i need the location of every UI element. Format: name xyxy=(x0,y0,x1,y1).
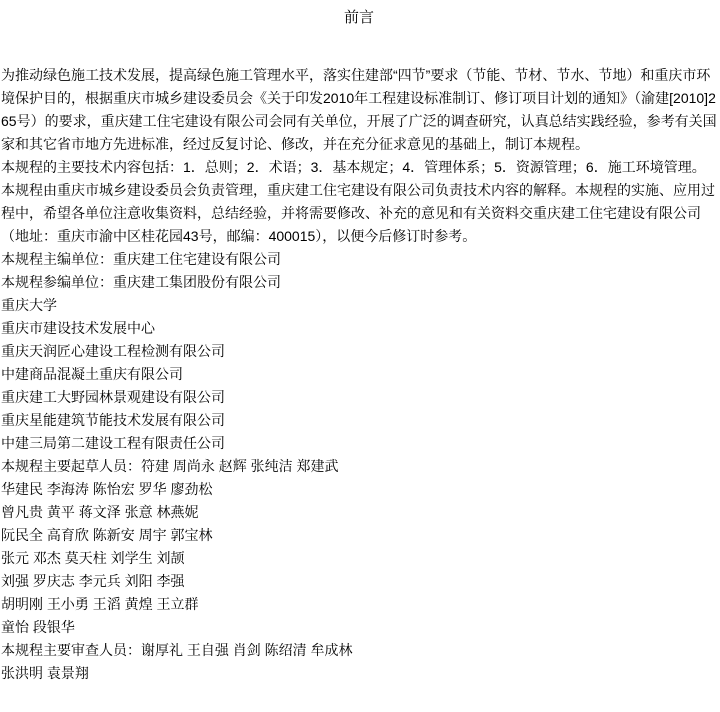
line-unit: 重庆建工大野园林景观建设有限公司 xyxy=(1,389,225,405)
line-unit: 重庆星能建筑节能技术发展有限公司 xyxy=(1,412,225,428)
line-drafters: 本规程主要起草人员：符建 周尚永 赵辉 张纯洁 郑建武 xyxy=(1,458,339,474)
line-reviewers: 张洪明 袁景翔 xyxy=(1,665,89,681)
paragraph-management: 本规程由重庆市城乡建设委员会负责管理，重庆建工住宅建设有限公司负责技术内容的解释。本规程的实施、应用过程中，希望各单位注意收集资料，总结经验，并将需要修改、补充的意见和有关资料交重庆建工住宅建设有限公司（地址：重庆市渝中区桂花园43号，邮编：400015），以便今后修订时参考。 xyxy=(1,182,715,244)
line-participating-unit: 本规程参编单位：重庆建工集团股份有限公司 xyxy=(1,274,281,290)
paragraph-intro: 为推动绿色施工技术发展，提高绿色施工管理水平，落实住建部“四节”要求（节能、节材、节水、节地）和重庆市环境保护目的，根据重庆市城乡建设委员会《关于印发2010年工程建设标准制订、修订项目计划的通知》（渝建[2010]265号）的要求，重庆建工住宅建设有限公司会同有关单位，开展了广泛的调查研究，认真总结实践经验，参考有关国家和其它省市地方先进标准，经过反复讨论、修改，并在充分征求意见的基础上，制订本规程。 xyxy=(1,67,717,152)
line-drafters: 华建民 李海涛 陈怡宏 罗华 廖劲松 xyxy=(1,481,213,497)
line-chief-editor-unit: 本规程主编单位：重庆建工住宅建设有限公司 xyxy=(1,251,281,267)
line-reviewers: 本规程主要审查人员：谢厚礼 王自强 肖剑 陈绍清 牟成林 xyxy=(1,642,353,658)
document-body xyxy=(1,64,717,685)
line-drafters: 童怡 段银华 xyxy=(1,619,75,635)
page-title: 前言 xyxy=(343,9,374,26)
paragraph-contents: 本规程的主要技术内容包括：1．总则；2．术语；3．基本规定；4．管理体系；5．资源管理；6．施工环境管理。 xyxy=(1,159,706,175)
line-unit: 中建三局第二建设工程有限责任公司 xyxy=(1,435,225,451)
line-drafters: 胡明刚 王小勇 王滔 黄煌 王立群 xyxy=(1,596,199,612)
line-drafters: 曾凡贵 黄平 蒋文泽 张意 林燕妮 xyxy=(1,504,199,520)
line-unit: 中建商品混凝土重庆有限公司 xyxy=(1,366,183,382)
line-unit: 重庆天润匠心建设工程检测有限公司 xyxy=(1,343,225,359)
line-unit: 重庆大学 xyxy=(1,297,57,313)
line-drafters: 张元 邓杰 莫天柱 刘学生 刘颉 xyxy=(1,550,185,566)
line-drafters: 刘强 罗庆志 李元兵 刘阳 李强 xyxy=(1,573,185,589)
line-unit: 重庆市建设技术发展中心 xyxy=(1,320,155,336)
line-drafters: 阮民全 高育欣 陈新安 周宇 郭宝林 xyxy=(1,527,213,543)
